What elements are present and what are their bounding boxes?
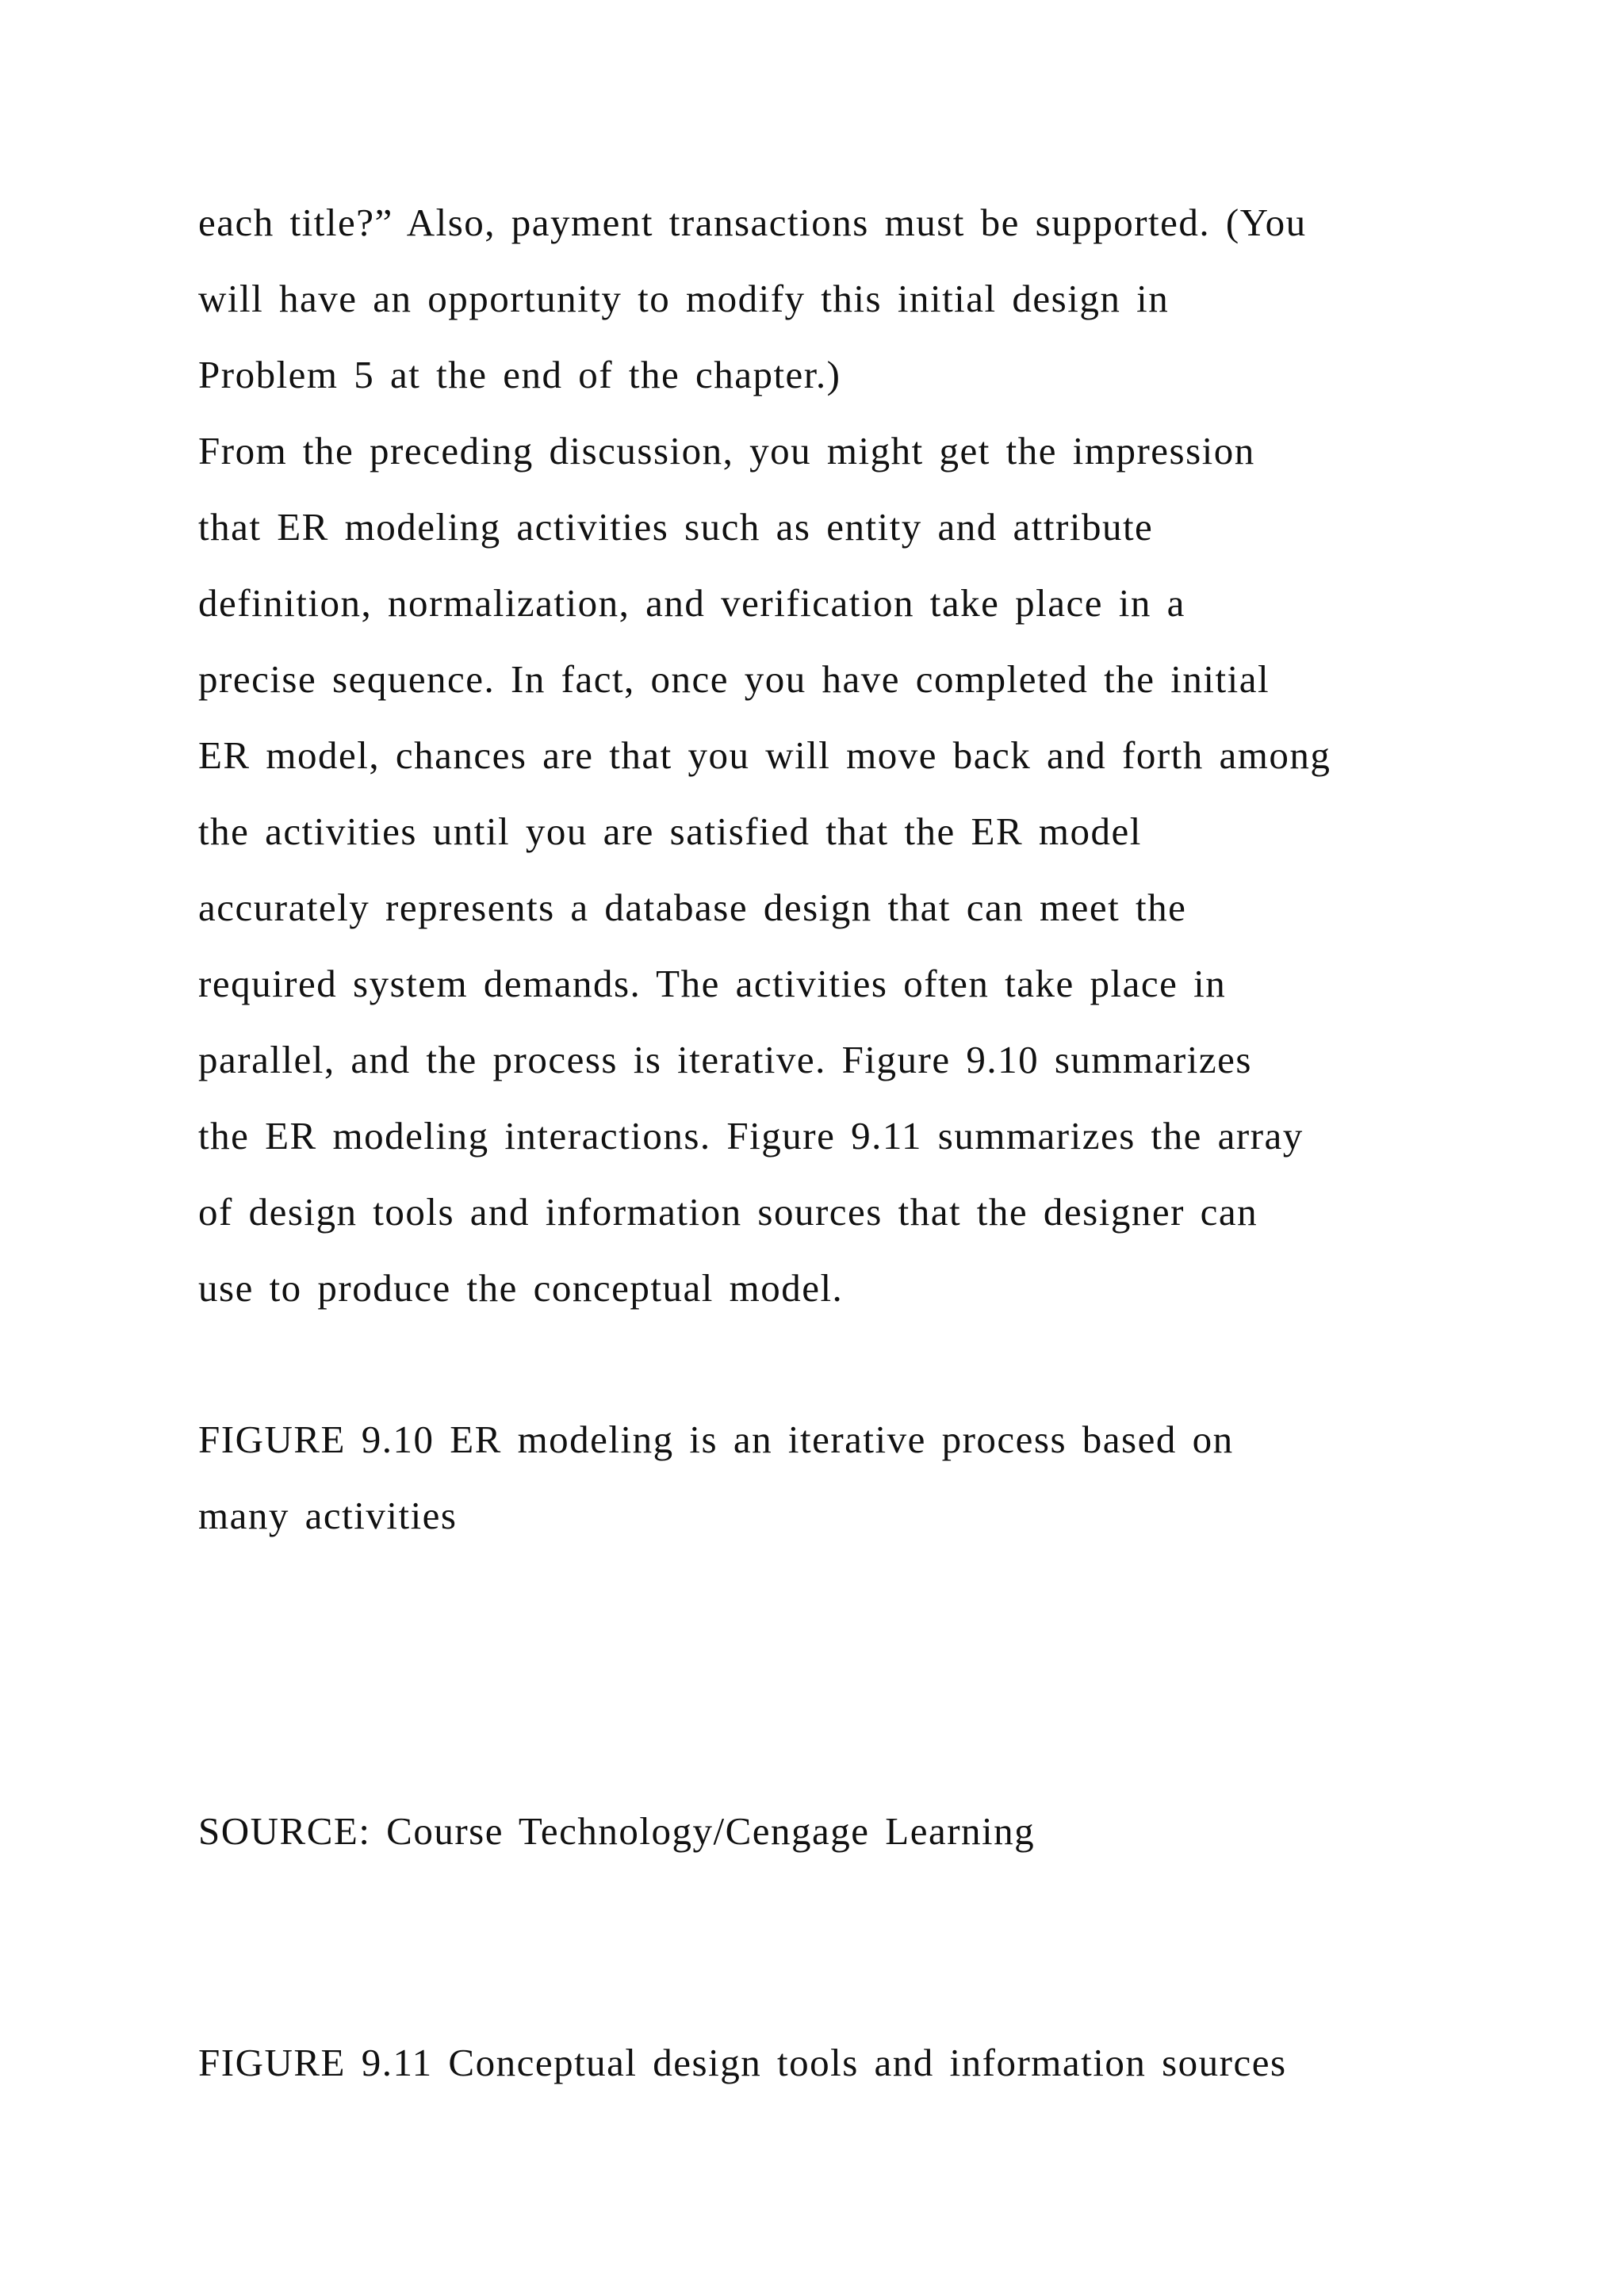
caption-line: FIGURE 9.11 Conceptual design tools and information sources [198, 2041, 1287, 2084]
body-line: the activities until you are satisfied that the ER model [198, 809, 1142, 853]
caption-line: many activities [198, 1494, 458, 1537]
body-line: that ER modeling activities such as entity and attribute [198, 505, 1154, 549]
source-note [198, 1793, 1507, 1869]
body-line: the ER modeling interactions. Figure 9.11 summarizes the array [198, 1114, 1304, 1158]
body-line: precise sequence. In fact, once you have completed the initial [198, 657, 1270, 701]
body-line: required system demands. The activities often take place in [198, 962, 1227, 1005]
body-line: accurately represents a database design that can meet the [198, 886, 1187, 929]
body-text [198, 185, 1507, 1326]
caption-line: FIGURE 9.10 ER modeling is an iterative process based on [198, 1418, 1234, 1461]
body-line: of design tools and information sources that the designer can [198, 1190, 1258, 1234]
body-line: parallel, and the process is iterative. Figure 9.10 summarizes [198, 1038, 1252, 1081]
figure-9-11-caption [198, 2025, 1507, 2101]
body-line: From the preceding discussion, you might get the impression [198, 429, 1255, 473]
body-line: definition, normalization, and verification take place in a [198, 581, 1185, 625]
body-line: Problem 5 at the end of the chapter.) [198, 353, 841, 396]
figure-9-10-caption [198, 1402, 1507, 1554]
source-line: SOURCE: Course Technology/Cengage Learning [198, 1809, 1036, 1853]
body-line: ER model, chances are that you will move back and forth among [198, 733, 1331, 777]
body-line: will have an opportunity to modify this initial design in [198, 277, 1170, 320]
body-line: use to produce the conceptual model. [198, 1266, 844, 1310]
body-line: each title?” Also, payment transactions must be supported. (You [198, 201, 1307, 244]
